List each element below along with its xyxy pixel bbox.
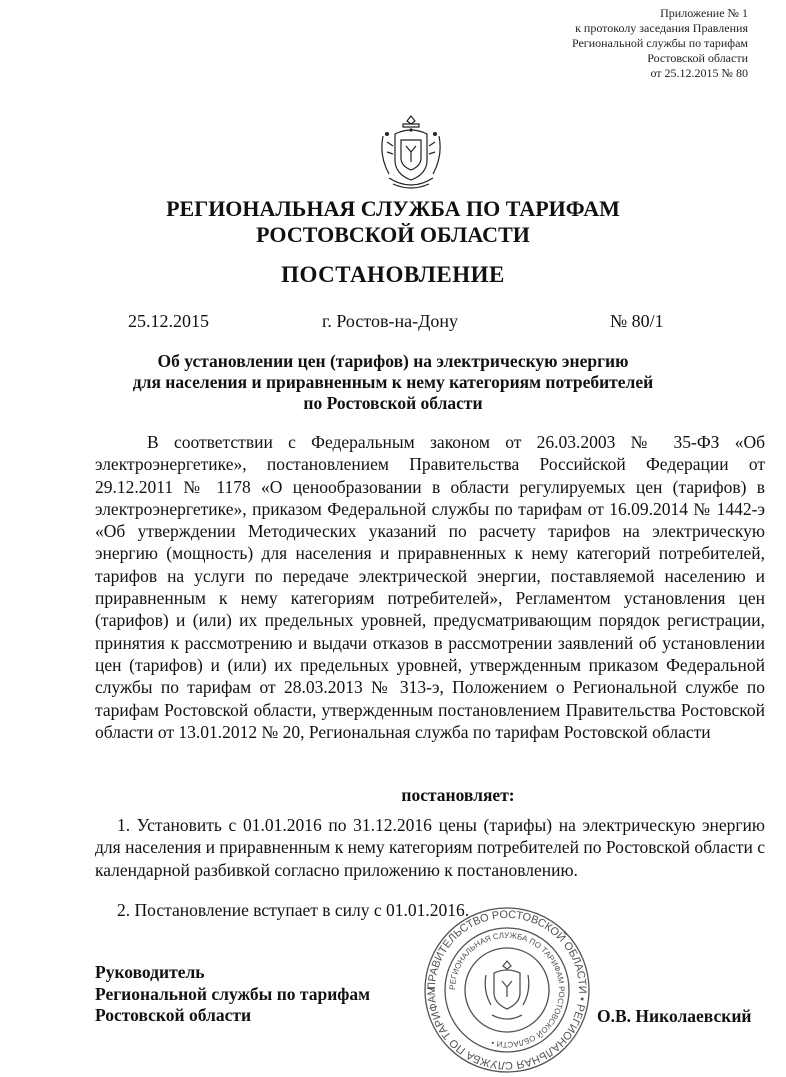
official-stamp-icon: [422, 905, 592, 1075]
signer-name: О.В. Николаевский: [597, 1006, 752, 1026]
subject-line: для населения и приравненным к нему категориям потребителей: [132, 372, 654, 392]
document-subject: [0, 351, 786, 414]
subject-line: по Ростовской области: [303, 393, 483, 413]
appendix-line: Ростовской области: [647, 51, 748, 65]
document-number: № 80/1: [610, 311, 664, 331]
document-city: г. Ростов-на-Дону: [322, 311, 459, 331]
appendix-line: Региональной службы по тарифам: [571, 36, 748, 50]
appendix-line: Приложение № 1: [660, 6, 748, 20]
preamble-paragraph: В соответствии с Федеральным законом от 26.03.2003 № 35-ФЗ «Об электроэнергетике», постановлением Правительства Российской Федерации от 29.12.2011 № 1178 «О ценообразовании в области регулируемых цен (тарифов) в электроэнергетике», приказом Федеральной службы по тарифам от 16.09.2014 № 1442-э «Об утверждении Методических указаний по расчету тарифов на электрическую энергию (мощность) для населения и приравненных к нему категорий потребителей, тарифов на услуги по передаче электрической энергии, поставляемой населению и приравненным к нему категориям потребителей», Регламентом установления цен (тарифов) и (или) их предельных уровней, предусматривающим порядок регистрации, принятия к рассмотрению и выдачи отказов в рассмотрении заявлений об установлении цен (тарифов) и (или) их предельных уровней, утвержденным приказом Федеральной службы по тарифам от 28.03.2013 № 313-э, Положением о Региональной службе по тарифам Ростовской области, утвержденным постановлением Правительства Ростовской области от 13.01.2012 № 20, Региональная служба по тарифам Ростовской области: [95, 432, 765, 742]
org-line: РЕГИОНАЛЬНАЯ СЛУЖБА ПО ТАРИФАМ: [166, 196, 620, 221]
coat-of-arms-icon: [375, 112, 447, 194]
organization-title: [0, 196, 786, 248]
signer-title-line: Руководитель: [95, 962, 205, 982]
subject-line: Об установлении цен (тарифов) на электрическую энергию: [157, 351, 629, 371]
document-date: 25.12.2015: [128, 311, 209, 331]
appendix-note: [488, 6, 748, 81]
stamp-inner-text: РЕГИОНАЛЬНАЯ СЛУЖБА ПО ТАРИФАМ РОСТОВСКОЙ ОБЛАСТИ •: [447, 930, 567, 1050]
signer-title: [95, 962, 370, 1027]
resolves-heading: постановляет:: [401, 785, 515, 805]
signer-title-line: Ростовской области: [95, 1005, 252, 1025]
stamp-outer-text: ПРАВИТЕЛЬСТВО РОСТОВСКОЙ ОБЛАСТИ • РЕГИОНАЛЬНАЯ СЛУЖБА ПО ТАРИФАМ: [425, 908, 589, 1072]
document-type: ПОСТАНОВЛЕНИЕ: [281, 262, 505, 287]
org-line: РОСТОВСКОЙ ОБЛАСТИ: [256, 222, 530, 247]
appendix-line: к протоколу заседания Правления: [575, 21, 748, 35]
resolution-item-2: 2. Постановление вступает в силу с 01.01.2016.: [117, 900, 470, 920]
resolution-item-1: 1. Установить с 01.01.2016 по 31.12.2016 цены (тарифы) на электрическую энергию для населения и приравненным к нему категориям потребителей по Ростовской области с календарной разбивкой согласно приложению к постановлению.: [95, 815, 765, 880]
appendix-line: от 25.12.2015 № 80: [650, 66, 748, 80]
signer-title-line: Региональной службы по тарифам: [95, 983, 371, 1004]
